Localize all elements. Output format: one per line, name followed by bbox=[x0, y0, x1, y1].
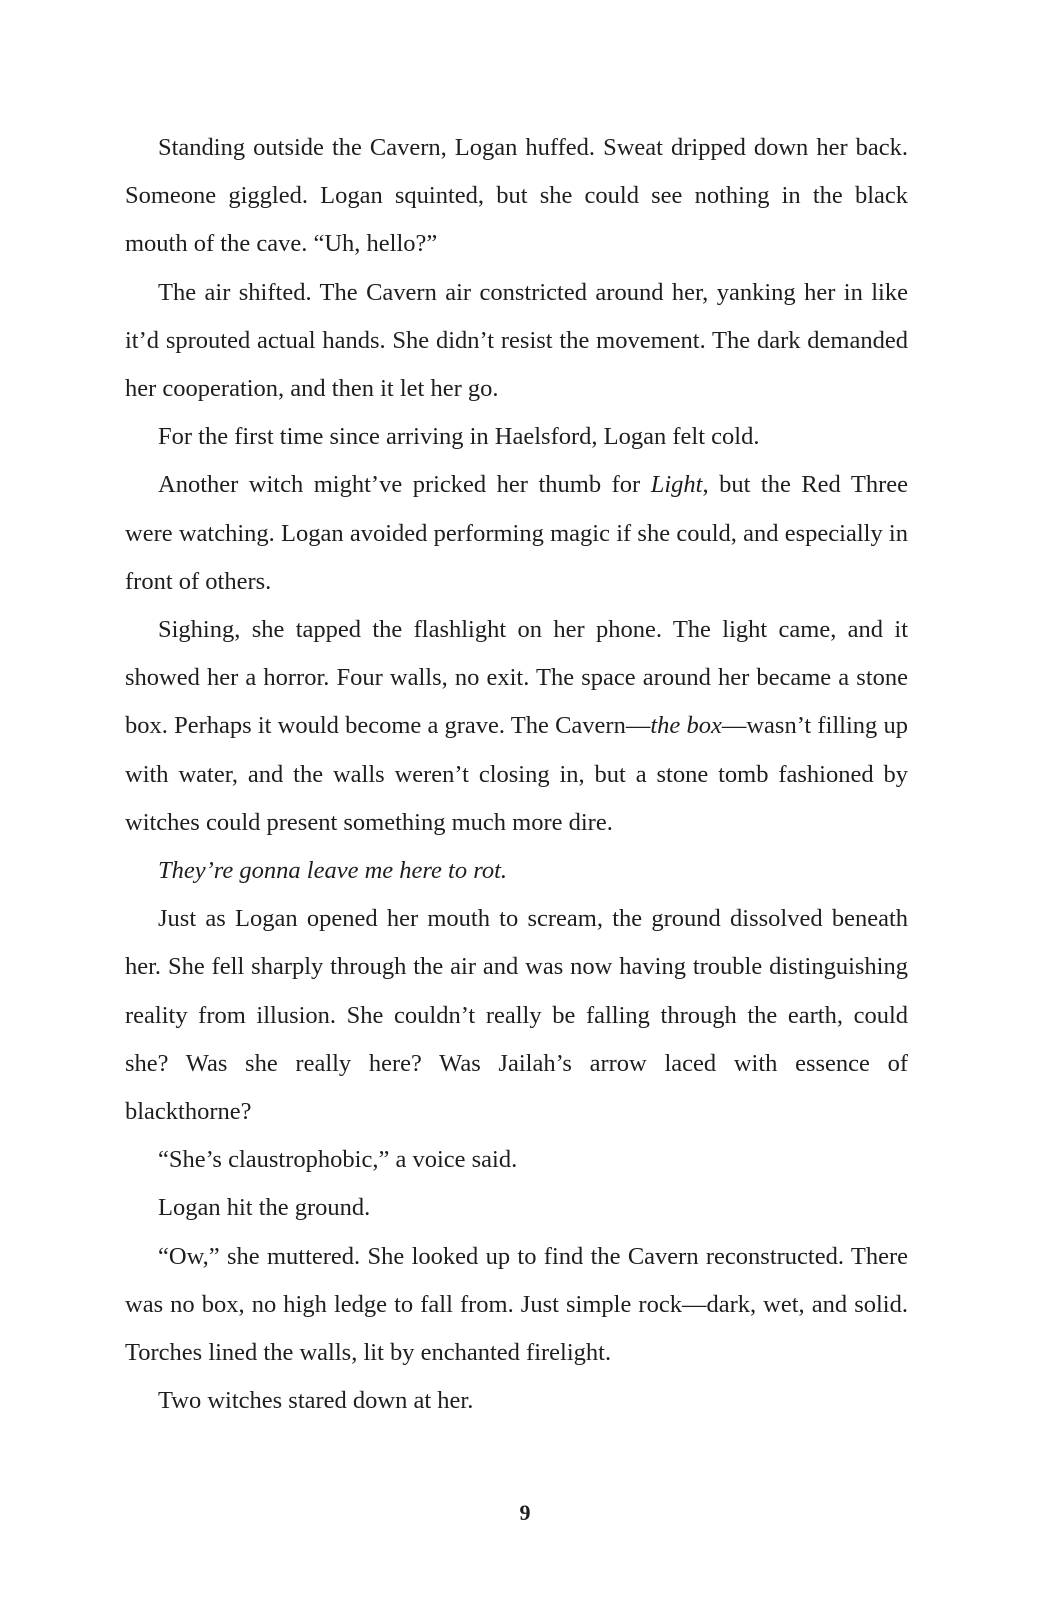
text-run: The air shifted. The Cavern air constricted around her, yanking her in like it’d sprouted actual hands. She didn’t resist the movement. The dark demanded her cooperation, and then it let her go. bbox=[125, 278, 908, 403]
text-run: “She’s claustrophobic,” a voice said. bbox=[158, 1146, 518, 1174]
page-number: 9 bbox=[519, 1500, 531, 1525]
paragraph bbox=[125, 461, 908, 606]
paragraph bbox=[125, 413, 908, 461]
text-run: Another witch might’ve pricked her thumb for bbox=[158, 471, 651, 499]
text-run: Sighing, she tapped the flashlight on her phone. The light came, and it showed her a horror. Four walls, no exit. The space around her became a stone box. Perhaps it would become a grave. The Cavern— bbox=[125, 616, 908, 740]
paragraph bbox=[125, 124, 908, 269]
paragraph bbox=[125, 1377, 908, 1425]
text-run: “Ow,” she muttered. She looked up to find the Cavern reconstructed. There was no box, no high ledge to fall from. Just simple rock—dark, wet, and solid. Torches lined the walls, lit by enchanted firelight. bbox=[125, 1242, 908, 1367]
italic-text: They’re gonna leave me here to rot. bbox=[158, 857, 508, 885]
paragraph bbox=[125, 1136, 908, 1184]
text-run: , but the Red Three were watching. Logan avoided performing magic if she could, and especially in front of others. bbox=[125, 471, 908, 595]
paragraph bbox=[125, 1184, 908, 1232]
text-run: Two witches stared down at her. bbox=[158, 1387, 474, 1415]
text-run: Just as Logan opened her mouth to scream, the ground dissolved beneath her. She fell sharply through the air and was now having trouble distinguishing reality from illusion. She couldn’t really be falling through the earth, could she? Was she really here? Was Jailah’s arrow laced with essence of blackthorne? bbox=[125, 905, 908, 1126]
text-run: —wasn’t filling up with water, and the walls weren’t closing in, but a stone tomb fashioned by witches could present something much more dire. bbox=[125, 712, 908, 836]
paragraph bbox=[125, 269, 908, 414]
paragraph bbox=[125, 895, 908, 1136]
paragraph bbox=[125, 606, 908, 847]
body-text bbox=[125, 124, 908, 1425]
text-run: Standing outside the Cavern, Logan huffed. Sweat dripped down her back. Someone giggled. Logan squinted, but she could see nothing in the black mouth of the cave. “Uh, hello?” bbox=[125, 134, 908, 258]
italic-text: the box bbox=[650, 712, 722, 740]
paragraph bbox=[125, 847, 908, 895]
paragraph bbox=[125, 1233, 908, 1378]
italic-text: Light bbox=[650, 471, 703, 499]
text-run: Logan hit the ground. bbox=[158, 1194, 371, 1222]
text-run: For the first time since arriving in Haelsford, Logan felt cold. bbox=[158, 423, 760, 451]
